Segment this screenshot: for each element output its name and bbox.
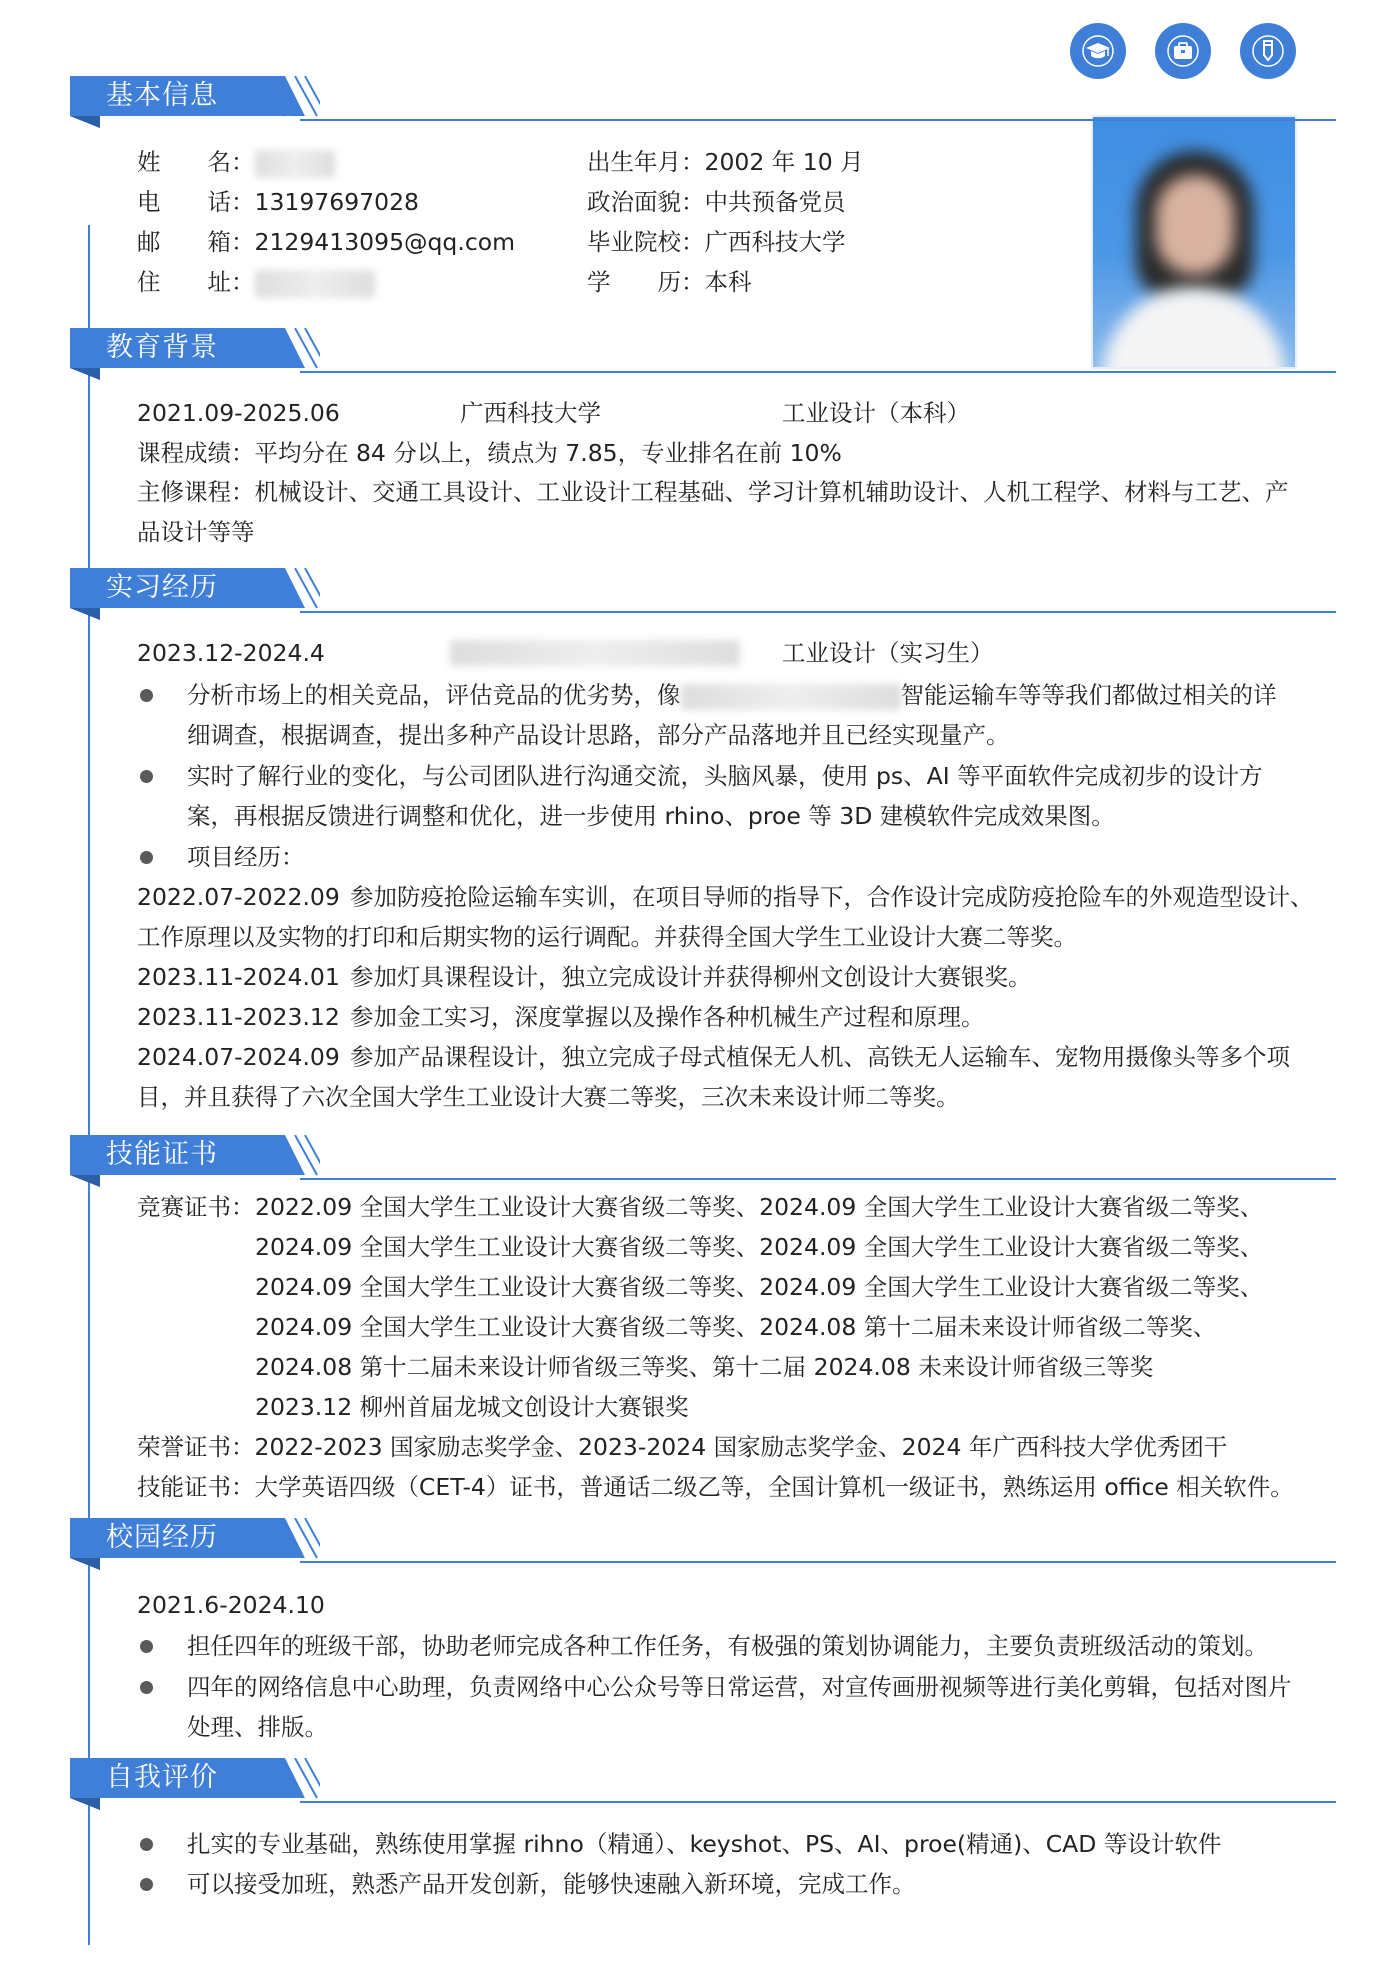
school-label: 毕业院校： <box>587 228 705 256</box>
project-2-text: 参加灯具课程设计，独立完成设计并获得柳州文创设计大赛银奖。 <box>350 963 1032 991</box>
section-header-skills <box>70 1135 1336 1183</box>
intern-b1-post: 智能运输车等等我们都做过相关的详 <box>900 681 1277 709</box>
edu-major: 工业设计（本科） <box>782 399 970 427</box>
name-row <box>137 147 335 178</box>
competition-line: 2023.12 柳州首届龙城文创设计大赛银奖 <box>255 1393 689 1421</box>
timeline-line <box>88 225 90 1945</box>
project-1-date: 2022.07-2022.09 <box>137 883 340 911</box>
school-value: 广西科技大学 <box>704 228 846 256</box>
phone-value: 13197697028 <box>254 188 419 216</box>
section-title: 教育背景 <box>106 332 218 363</box>
briefcase-icon <box>1155 23 1211 79</box>
section-rule <box>300 371 1336 373</box>
honor-label: 荣誉证书： <box>137 1433 255 1461</box>
honor-row <box>137 1432 1227 1462</box>
project-4-text2: 目，并且获得了六次全国大学生工业设计大赛二等奖，三次未来设计师二等奖。 <box>137 1083 960 1111</box>
skill-label: 技能证书： <box>137 1473 255 1501</box>
birth-row <box>587 147 864 177</box>
campus-bullet-1: 担任四年的班级干部，协助老师完成各种工作任务，有极强的策划协调能力，主要负责班级活动的策划。 <box>187 1632 1268 1660</box>
section-rule <box>300 1561 1336 1563</box>
edu-period: 2021.09-2025.06 <box>137 399 340 427</box>
project-3-date: 2023.11-2023.12 <box>137 1003 340 1031</box>
section-rule <box>300 611 1336 613</box>
product-redacted <box>681 684 901 710</box>
bullet-dot <box>140 689 153 702</box>
intern-bullet-1 <box>187 680 1277 710</box>
degree-value: 本科 <box>704 268 752 296</box>
project-4-text: 参加产品课程设计，独立完成子母式植保无人机、高铁无人运输车、宠物用摄像头等多个项 <box>350 1043 1290 1071</box>
degree-row <box>587 267 752 297</box>
edu-courses: 主修课程：机械设计、交通工具设计、工业设计工程基础、学习计算机辅助设计、人机工程学、材料与工艺、产品设计等等 <box>137 478 1289 546</box>
skill-value: 大学英语四级（CET-4）证书，普通话二级乙等，全国计算机一级证书，熟练运用 office 相关软件。 <box>254 1473 1294 1501</box>
degree-label: 学 历： <box>587 268 705 296</box>
honor-value: 2022-2023 国家励志奖学金、2023-2024 国家励志奖学金、2024 年广西科技大学优秀团干 <box>254 1433 1228 1461</box>
section-header-internship <box>70 568 1336 616</box>
address-redacted <box>255 270 375 298</box>
section-header-education <box>70 328 1336 376</box>
project-4-date: 2024.07-2024.09 <box>137 1043 340 1071</box>
email-label: 邮 箱： <box>137 228 255 256</box>
intern-b1-pre: 分析市场上的相关竞品，评估竞品的优劣势，像 <box>187 681 681 709</box>
section-rule <box>300 1801 1336 1803</box>
competition-label: 竞赛证书： <box>137 1193 255 1221</box>
birth-label: 出生年月： <box>587 148 705 176</box>
email-value: 2129413095@qq.com <box>254 228 516 256</box>
section-header-self <box>70 1758 1336 1806</box>
address-label: 住 址： <box>137 268 255 296</box>
campus-bullet-2: 四年的网络信息中心助理，负责网络中心公众号等日常运营，对宣传画册视频等进行美化剪辑，包括对图片 <box>187 1673 1292 1701</box>
project-2-date: 2023.11-2024.01 <box>137 963 340 991</box>
project-3-text: 参加金工实习，深度掌握以及操作各种机械生产过程和原理。 <box>350 1003 985 1031</box>
campus-bullet-2-line2: 处理、排版。 <box>187 1713 328 1741</box>
section-title: 基本信息 <box>106 80 218 111</box>
self-bullet-1: 扎实的专业基础，熟练使用掌握 rihno（精通）、keyshot、PS、AI、proe(精通)、CAD 等设计软件 <box>187 1830 1222 1858</box>
bullet-dot <box>140 851 153 864</box>
politics-row <box>587 187 846 217</box>
bullet-dot <box>140 1838 153 1851</box>
phone-row <box>137 187 419 217</box>
section-rule <box>300 1178 1336 1180</box>
competition-line: 2024.09 全国大学生工业设计大赛省级二等奖、2024.09 全国大学生工业设计大赛省级二等奖、 <box>255 1273 1264 1301</box>
bullet-dot <box>140 1681 153 1694</box>
competition-line: 2024.08 第十二届未来设计师省级三等奖、第十二届 2024.08 未来设计师省级三等奖 <box>255 1353 1154 1381</box>
school-row <box>587 227 846 257</box>
section-header-basic <box>70 76 1336 124</box>
section-title: 实习经历 <box>106 572 218 603</box>
graduation-cap-icon <box>1070 23 1126 79</box>
intern-role: 工业设计（实习生） <box>782 639 994 667</box>
section-title: 校园经历 <box>106 1522 218 1553</box>
intern-bullet-3: 项目经历： <box>187 843 305 871</box>
bullet-dot <box>140 770 153 783</box>
skill-row <box>137 1472 1294 1502</box>
edu-grades: 课程成绩：平均分在 84 分以上，绩点为 7.85，专业排名在前 10% <box>137 439 842 467</box>
company-redacted <box>450 640 740 666</box>
edu-school: 广西科技大学 <box>460 399 601 427</box>
politics-value: 中共预备党员 <box>704 188 846 216</box>
campus-period: 2021.6-2024.10 <box>137 1591 325 1619</box>
address-row <box>137 267 375 298</box>
name-label: 姓 名： <box>137 148 255 176</box>
intern-bullet-2: 实时了解行业的变化，与公司团队进行沟通交流，头脑风暴，使用 ps、AI 等平面软件完成初步的设计方案，再根据反馈进行调整和优化，进一步使用 rhino、proe 等 3D 建模软件完成效果图。 <box>187 762 1263 830</box>
email-row <box>137 227 515 257</box>
project-1-text: 参加防疫抢险运输车实训，在项目导师的指导下，合作设计完成防疫抢险车的外观造型设计、 <box>350 883 1314 911</box>
competition-line: 2024.09 全国大学生工业设计大赛省级二等奖、2024.09 全国大学生工业设计大赛省级二等奖、 <box>255 1233 1264 1261</box>
pen-icon <box>1240 23 1296 79</box>
competition-line: 2022.09 全国大学生工业设计大赛省级二等奖、2024.09 全国大学生工业设计大赛省级二等奖、 <box>255 1193 1264 1221</box>
section-title: 自我评价 <box>106 1762 218 1793</box>
section-title: 技能证书 <box>106 1139 218 1170</box>
bullet-dot <box>140 1640 153 1653</box>
competition-line: 2024.09 全国大学生工业设计大赛省级二等奖、2024.08 第十二届未来设计师省级二等奖、 <box>255 1313 1217 1341</box>
birth-value: 2002 年 10 月 <box>704 148 864 176</box>
intern-bullet-1-line2: 细调查，根据调查，提出多种产品设计思路，部分产品落地并且已经实现量产。 <box>187 721 1010 749</box>
intern-period: 2023.12-2024.4 <box>137 639 325 667</box>
politics-label: 政治面貌： <box>587 188 705 216</box>
bullet-dot <box>140 1878 153 1891</box>
phone-label: 电 话： <box>137 188 255 216</box>
name-redacted <box>255 150 335 178</box>
self-bullet-2: 可以接受加班，熟悉产品开发创新，能够快速融入新环境，完成工作。 <box>187 1870 916 1898</box>
project-1-text2: 工作原理以及实物的打印和后期实物的运行调配。并获得全国大学生工业设计大赛二等奖。 <box>137 923 1077 951</box>
section-rule <box>300 119 1336 121</box>
section-header-campus <box>70 1518 1336 1566</box>
